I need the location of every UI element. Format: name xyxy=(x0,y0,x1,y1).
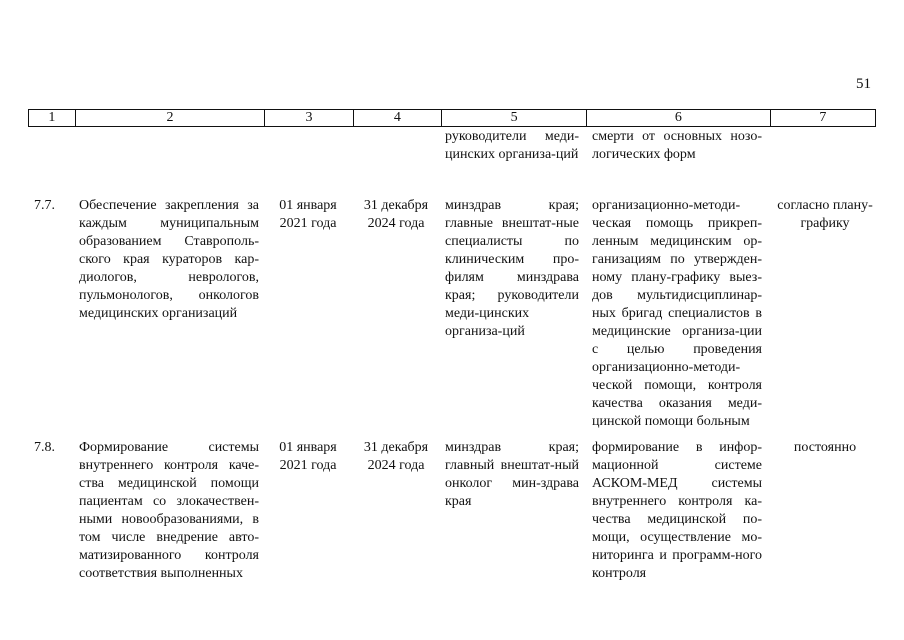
row-number: 7.7. xyxy=(34,198,55,213)
end-date: 31 декабря 2024 года xyxy=(363,440,429,473)
start-date: 01 января 2021 года xyxy=(279,198,337,231)
column-header-3: 3 xyxy=(265,110,353,126)
table-header-row xyxy=(28,109,876,127)
execution-period: постоянно xyxy=(793,440,857,455)
responsible-executors: минздрав края; главный внештат-ный онколог мин-здрава края xyxy=(445,440,579,509)
measure-description: Обеспечение закрепления за каждым муниципальным образованием Ставрополь-ского края кураторов кар-диологов, неврологов, пульмонологов, онкологов медицинских организаций xyxy=(79,198,259,321)
column-header-4: 4 xyxy=(354,110,442,126)
row-number: 7.8. xyxy=(34,440,55,455)
column-header-7: 7 xyxy=(819,110,827,125)
continued-responsible: руководители меди-цинских организа-ций xyxy=(445,129,579,162)
responsible-executors: минздрав края; главные внештат-ные специалисты по клиническим про-филям минздрава края; руководители меди-цинских организа-ций xyxy=(445,198,579,339)
execution-period: согласно плану-графику xyxy=(777,198,873,231)
column-header-6: 6 xyxy=(587,110,771,126)
column-header-1: 1 xyxy=(29,110,76,126)
expected-result: формирование в инфор-мационной системе АСКОМ-МЕД системы внутреннего контроля ка-чества медицинской по-мощи, осуществление мо-ниторинга и программ-ного контроля xyxy=(592,440,762,581)
start-date: 01 января 2021 года xyxy=(279,440,337,473)
end-date: 31 декабря 2024 года xyxy=(363,198,429,231)
column-header-2: 2 xyxy=(76,110,266,126)
expected-result: организационно-методи-ческая помощь прикреп-ленным медицинским ор-ганизациям по утвержден-ному плану-графику выез-дов мультидисциплинар-ных бригад специалистов в медицинские организа-ции с целью проведения организационно-методи-ческой помощи, контроля качества оказания меди-цинской помощи больным xyxy=(592,198,762,429)
column-header-5: 5 xyxy=(442,110,587,126)
measure-description: Формирование системы внутреннего контроля каче-ства медицинской помощи пациентам со злокачествен-ными новообразованиями, в том числе внедрение авто-матизированного контроля соответствия выполненных xyxy=(79,440,259,581)
page-number: 51 xyxy=(856,76,871,92)
continued-result: смерти от основных нозо-логических форм xyxy=(592,129,762,162)
